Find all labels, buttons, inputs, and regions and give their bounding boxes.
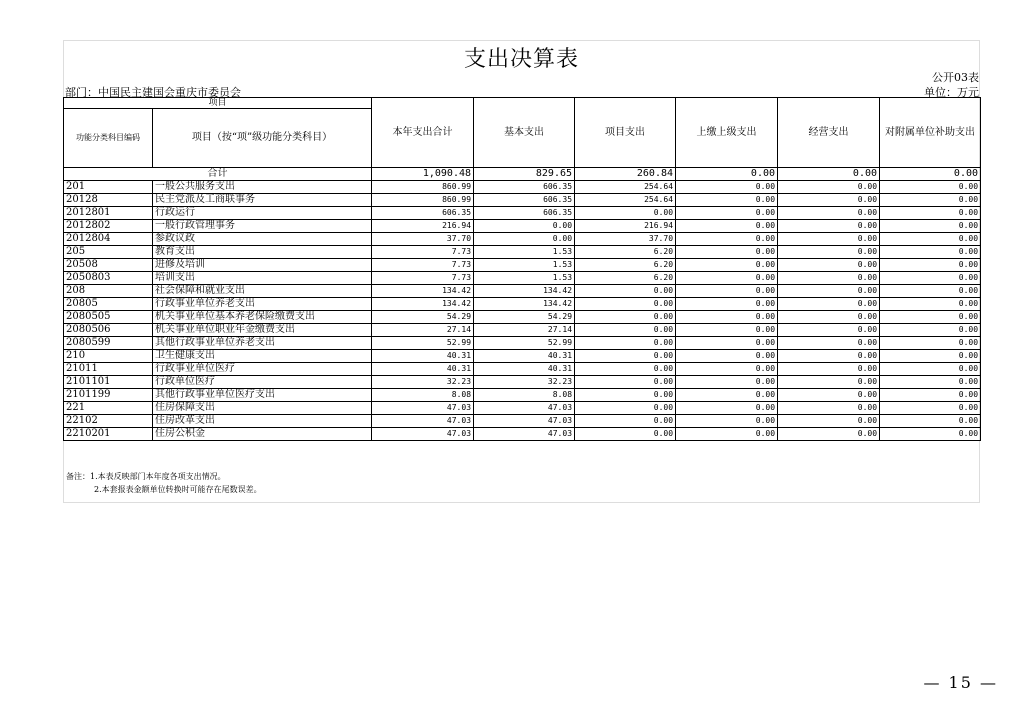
total-value: 0.00: [676, 168, 778, 181]
row-value: 216.94: [575, 220, 676, 233]
total-value: 829.65: [474, 168, 575, 181]
row-value: 8.08: [372, 389, 474, 402]
row-value: 0.00: [575, 298, 676, 311]
row-value: 0.00: [778, 194, 880, 207]
row-value: 0.00: [778, 428, 880, 441]
table-row: [64, 350, 981, 363]
row-value: 0.00: [676, 428, 778, 441]
total-value: 260.84: [575, 168, 676, 181]
row-code: 2050803: [64, 272, 153, 285]
row-value: 606.35: [474, 194, 575, 207]
row-value: 0.00: [778, 259, 880, 272]
row-value: 0.00: [676, 181, 778, 194]
table-row: [64, 376, 981, 389]
row-value: 0.00: [676, 389, 778, 402]
row-code: 2080506: [64, 324, 153, 337]
row-value: 1.53: [474, 272, 575, 285]
row-code: 221: [64, 402, 153, 415]
row-code: 2012801: [64, 207, 153, 220]
row-code: 201: [64, 181, 153, 194]
row-name: 行政运行: [153, 207, 372, 220]
row-name: 住房公积金: [153, 428, 372, 441]
row-value: 1.53: [474, 259, 575, 272]
row-code: 22102: [64, 415, 153, 428]
header-project-group: 项目: [64, 98, 372, 109]
row-value: 0.00: [778, 207, 880, 220]
header-basic: 基本支出: [474, 98, 575, 168]
row-value: 0.00: [880, 363, 981, 376]
row-name: 机关事业单位职业年金缴费支出: [153, 324, 372, 337]
row-value: 0.00: [676, 220, 778, 233]
row-value: 216.94: [372, 220, 474, 233]
row-value: 27.14: [372, 324, 474, 337]
total-value: 1,090.48: [372, 168, 474, 181]
row-value: 7.73: [372, 246, 474, 259]
row-value: 0.00: [880, 285, 981, 298]
table-row: [64, 272, 981, 285]
row-value: 0.00: [575, 337, 676, 350]
row-code: 2210201: [64, 428, 153, 441]
table-row: [64, 181, 981, 194]
row-value: 0.00: [676, 207, 778, 220]
header-upper: 上缴上级支出: [676, 98, 778, 168]
row-value: 0.00: [676, 233, 778, 246]
row-value: 0.00: [778, 350, 880, 363]
row-value: 40.31: [372, 350, 474, 363]
row-code: 20805: [64, 298, 153, 311]
row-name: 其他行政事业单位养老支出: [153, 337, 372, 350]
row-value: 0.00: [575, 285, 676, 298]
row-value: 0.00: [880, 311, 981, 324]
row-name: 一般公共服务支出: [153, 181, 372, 194]
row-name: 一般行政管理事务: [153, 220, 372, 233]
row-value: 0.00: [676, 337, 778, 350]
row-name: 住房改革支出: [153, 415, 372, 428]
row-value: 37.70: [372, 233, 474, 246]
row-value: 0.00: [778, 363, 880, 376]
row-value: 52.99: [372, 337, 474, 350]
row-code: 2101101: [64, 376, 153, 389]
row-value: 0.00: [575, 389, 676, 402]
total-value: 0.00: [880, 168, 981, 181]
row-name: 进修及培训: [153, 259, 372, 272]
row-value: 0.00: [676, 259, 778, 272]
row-code: 2012804: [64, 233, 153, 246]
header-project-name: 项目（按“项”级功能分类科目）: [153, 109, 372, 168]
header-project: 项目支出: [575, 98, 676, 168]
row-value: 0.00: [880, 272, 981, 285]
row-value: 6.20: [575, 246, 676, 259]
row-value: 0.00: [676, 350, 778, 363]
total-label: 合计: [64, 168, 372, 181]
row-value: 0.00: [676, 246, 778, 259]
row-value: 27.14: [474, 324, 575, 337]
row-name: 行政单位医疗: [153, 376, 372, 389]
row-name: 行政事业单位医疗: [153, 363, 372, 376]
row-value: 47.03: [372, 428, 474, 441]
table-row: [64, 285, 981, 298]
row-value: 0.00: [575, 311, 676, 324]
row-code: 2080599: [64, 337, 153, 350]
row-value: 0.00: [676, 363, 778, 376]
row-code: 208: [64, 285, 153, 298]
row-value: 606.35: [474, 207, 575, 220]
table-row: [64, 220, 981, 233]
table-row: [64, 207, 981, 220]
row-value: 254.64: [575, 181, 676, 194]
row-code: 2012802: [64, 220, 153, 233]
row-value: 0.00: [778, 337, 880, 350]
row-value: 0.00: [676, 194, 778, 207]
row-value: 860.99: [372, 194, 474, 207]
table-row: [64, 363, 981, 376]
row-value: 0.00: [778, 246, 880, 259]
row-value: 134.42: [474, 298, 575, 311]
row-name: 机关事业单位基本养老保险缴费支出: [153, 311, 372, 324]
row-value: 0.00: [778, 181, 880, 194]
row-value: 0.00: [575, 376, 676, 389]
row-value: 40.31: [372, 363, 474, 376]
row-value: 7.73: [372, 272, 474, 285]
row-value: 0.00: [880, 194, 981, 207]
row-value: 0.00: [880, 220, 981, 233]
note-line-2: 2.本套报表金额单位转换时可能存在尾数误差。: [94, 485, 262, 494]
row-value: 0.00: [778, 402, 880, 415]
row-value: 0.00: [575, 207, 676, 220]
row-name: 民主党派及工商联事务: [153, 194, 372, 207]
row-code: 20128: [64, 194, 153, 207]
row-value: 0.00: [676, 376, 778, 389]
department-label: 部门：中国民主建国会重庆市委员会: [65, 86, 241, 99]
total-value: 0.00: [778, 168, 880, 181]
row-value: 0.00: [880, 259, 981, 272]
row-value: 134.42: [474, 285, 575, 298]
row-value: 0.00: [778, 298, 880, 311]
table-row: [64, 246, 981, 259]
row-value: 8.08: [474, 389, 575, 402]
table-row: [64, 337, 981, 350]
page-number: — 15 —: [923, 673, 998, 692]
row-value: 47.03: [372, 402, 474, 415]
row-value: 0.00: [676, 298, 778, 311]
row-value: 0.00: [880, 207, 981, 220]
row-value: 0.00: [778, 389, 880, 402]
row-value: 40.31: [474, 350, 575, 363]
row-code: 210: [64, 350, 153, 363]
header-total: 本年支出合计: [372, 98, 474, 168]
row-value: 0.00: [880, 402, 981, 415]
table-row: [64, 428, 981, 441]
row-code: 2101199: [64, 389, 153, 402]
notes: [66, 470, 262, 496]
row-value: 0.00: [474, 220, 575, 233]
row-name: 其他行政事业单位医疗支出: [153, 389, 372, 402]
row-value: 0.00: [880, 298, 981, 311]
row-name: 参政议政: [153, 233, 372, 246]
table-row: [64, 298, 981, 311]
row-value: 134.42: [372, 285, 474, 298]
row-value: 0.00: [575, 428, 676, 441]
row-value: 0.00: [880, 389, 981, 402]
table-row: [64, 324, 981, 337]
row-value: 0.00: [676, 402, 778, 415]
row-value: 0.00: [575, 324, 676, 337]
row-value: 0.00: [474, 233, 575, 246]
row-value: 54.29: [474, 311, 575, 324]
row-value: 0.00: [575, 350, 676, 363]
row-value: 134.42: [372, 298, 474, 311]
row-value: 0.00: [676, 285, 778, 298]
row-value: 0.00: [880, 415, 981, 428]
row-value: 0.00: [778, 285, 880, 298]
total-row: [64, 168, 981, 181]
row-value: 0.00: [880, 376, 981, 389]
row-value: 6.20: [575, 272, 676, 285]
row-name: 卫生健康支出: [153, 350, 372, 363]
table-row: [64, 233, 981, 246]
expenditure-table: [63, 97, 981, 441]
header-business: 经营支出: [778, 98, 880, 168]
row-value: 0.00: [778, 324, 880, 337]
row-value: 54.29: [372, 311, 474, 324]
row-code: 205: [64, 246, 153, 259]
row-value: 1.53: [474, 246, 575, 259]
row-name: 培训支出: [153, 272, 372, 285]
header-func-code: 功能分类科目编码: [64, 109, 153, 168]
row-value: 0.00: [676, 272, 778, 285]
note-line-1: 备注：1.本表反映部门本年度各项支出情况。: [66, 472, 226, 481]
row-value: 0.00: [676, 415, 778, 428]
row-value: 52.99: [474, 337, 575, 350]
table-row: [64, 311, 981, 324]
row-value: 0.00: [880, 233, 981, 246]
table-row: [64, 415, 981, 428]
row-value: 32.23: [474, 376, 575, 389]
row-value: 860.99: [372, 181, 474, 194]
row-value: 6.20: [575, 259, 676, 272]
row-value: 0.00: [575, 363, 676, 376]
row-name: 行政事业单位养老支出: [153, 298, 372, 311]
row-value: 0.00: [575, 415, 676, 428]
row-code: 2080505: [64, 311, 153, 324]
row-value: 0.00: [880, 350, 981, 363]
row-value: 47.03: [474, 428, 575, 441]
row-value: 0.00: [778, 272, 880, 285]
row-value: 0.00: [880, 337, 981, 350]
table-row: [64, 259, 981, 272]
row-value: 254.64: [575, 194, 676, 207]
row-value: 0.00: [880, 324, 981, 337]
row-code: 20508: [64, 259, 153, 272]
unit-label: 单位：万元: [924, 86, 979, 99]
header-subsidy: 对附属单位补助支出: [880, 98, 981, 168]
row-value: 47.03: [474, 415, 575, 428]
row-code: 21011: [64, 363, 153, 376]
row-value: 0.00: [880, 428, 981, 441]
page-title: 支出决算表: [463, 47, 579, 72]
table-row: [64, 389, 981, 402]
row-value: 0.00: [778, 376, 880, 389]
row-value: 40.31: [474, 363, 575, 376]
table-code: 公开03表: [932, 71, 979, 84]
row-value: 0.00: [575, 402, 676, 415]
row-value: 606.35: [474, 181, 575, 194]
row-name: 社会保障和就业支出: [153, 285, 372, 298]
row-value: 606.35: [372, 207, 474, 220]
table-row: [64, 402, 981, 415]
row-value: 0.00: [778, 220, 880, 233]
row-value: 47.03: [474, 402, 575, 415]
row-value: 0.00: [778, 233, 880, 246]
row-value: 0.00: [676, 324, 778, 337]
row-value: 0.00: [676, 311, 778, 324]
row-name: 住房保障支出: [153, 402, 372, 415]
row-value: 0.00: [880, 246, 981, 259]
table-row: [64, 194, 981, 207]
row-value: 0.00: [778, 415, 880, 428]
row-value: 0.00: [778, 311, 880, 324]
row-value: 32.23: [372, 376, 474, 389]
row-name: 教育支出: [153, 246, 372, 259]
row-value: 37.70: [575, 233, 676, 246]
row-value: 7.73: [372, 259, 474, 272]
row-value: 0.00: [880, 181, 981, 194]
row-value: 47.03: [372, 415, 474, 428]
